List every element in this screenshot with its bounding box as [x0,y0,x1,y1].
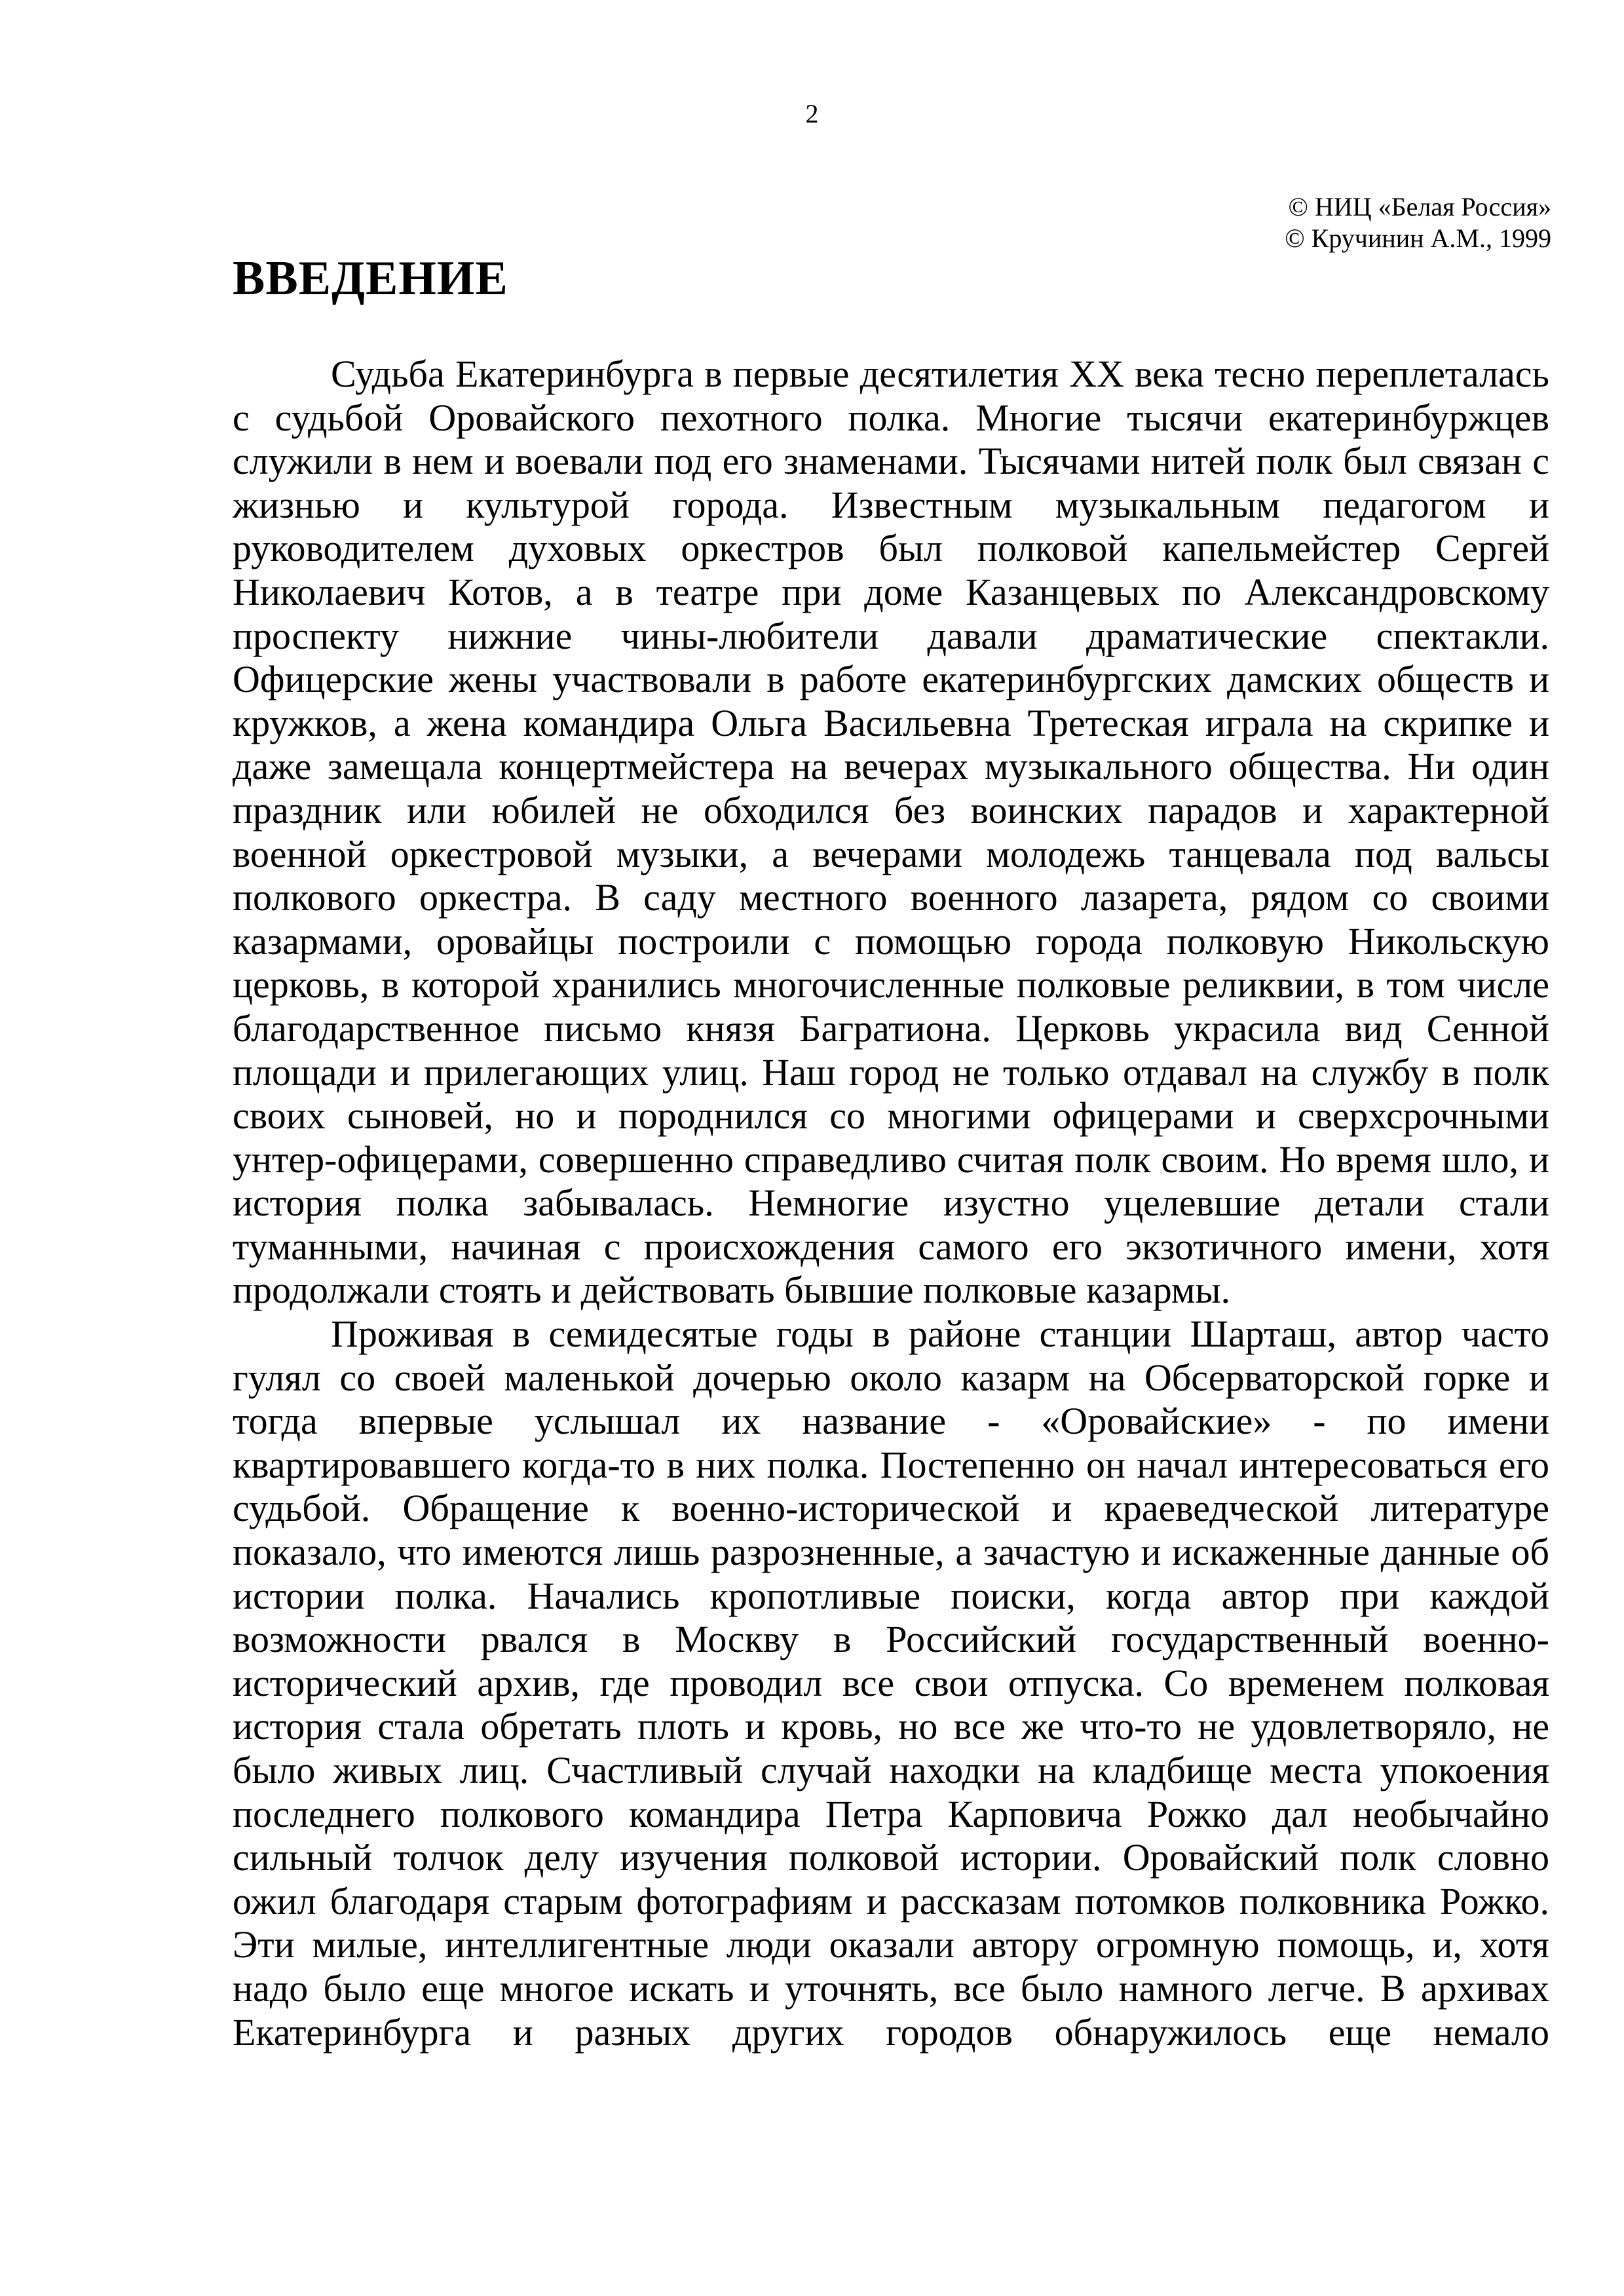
copyright-block [1285,191,1551,254]
document-body [233,353,1549,2054]
page-title: ВВЕДЕНИЕ [233,252,508,305]
paragraph-1: Судьба Екатеринбурга в первые десятилетия XX века тесно переплеталась с судьбой Оровайского пехотного полка. Многие тысячи екатеринбуржцев служили в нем и воевали под его знаменами. Тысячами нитей полк был связан с жизнью и культурой города. Известным музыкальным педагогом и руководителем духовых оркестров был полковой капельмейстер Сергей Николаевич Котов, а в театре при доме Казанцевых по Александровскому проспекту нижние чины-любители давали драматические спектакли. Офицерские жены участвовали в работе екатеринбургских дамских обществ и кружков, а жена командира Ольга Васильевна Третеская играла на скрипке и даже замещала концертмейстера на вечерах музыкального общества. Ни один праздник или юбилей не обходился без воинских парадов и характерной военной оркестровой музыки, а вечерами молодежь танцевала под вальсы полкового оркестра. В саду местного военного лазарета, рядом со своими казармами, оровайцы построили с помощью города полковую Никольскую церковь, в которой хранились многочисленные полковые реликвии, в том числе благодарственное письмо князя Багратиона. Церковь украсила вид Сенной площади и прилегающих улиц. Наш город не только отдавал на службу в полк своих сыновей, но и породнился со многими офицерами и сверхсрочными унтер-офицерами, совершенно справедливо считая полк своим. Но время шло, и история полка забывалась. Немногие изустно уцелевшие детали стали туманными, начиная с происхождения самого его экзотичного имени, хотя продолжали стоять и действовать бывшие полковые казармы. [233,353,1549,1312]
paragraph-2: Проживая в семидесятые годы в районе станции Шарташ, автор часто гулял со своей маленькой дочерью около казарм на Обсерваторской горке и тогда впервые услышал их название - «Оровайские» - по имени квартировавшего когда-то в них полка. Постепенно он начал интересоваться его судьбой. Обращение к военно-исторической и краеведческой литературе показало, что имеются лишь разрозненные, а зачастую и искаженные данные об истории полка. Начались кропотливые поиски, когда автор при каждой возможности рвался в Москву в Российский государственный военно-исторический архив, где проводил все свои отпуска. Со временем полковая история стала обретать плоть и кровь, но все же что-то не удовлетворяло, не было живых лиц. Счастливый случай находки на кладбище места упокоения последнего полкового командира Петра Карповича Рожко дал необычайно сильный толчок делу изучения полковой истории. Оровайский полк словно ожил благодаря старым фотографиям и рассказам потомков полковника Рожко. Эти милые, интеллигентные люди оказали автору огромную помощь, и, хотя надо было еще многое искать и уточнять, все было намного легче. В архивах Екатеринбурга и разных других городов обнаружилось еще немало [233,1312,1549,2054]
copyright-line-publisher: © НИЦ «Белая Россия» [1288,192,1551,221]
copyright-line-author: © Кручинин А.М., 1999 [1285,223,1551,253]
page-number: 2 [805,99,819,128]
